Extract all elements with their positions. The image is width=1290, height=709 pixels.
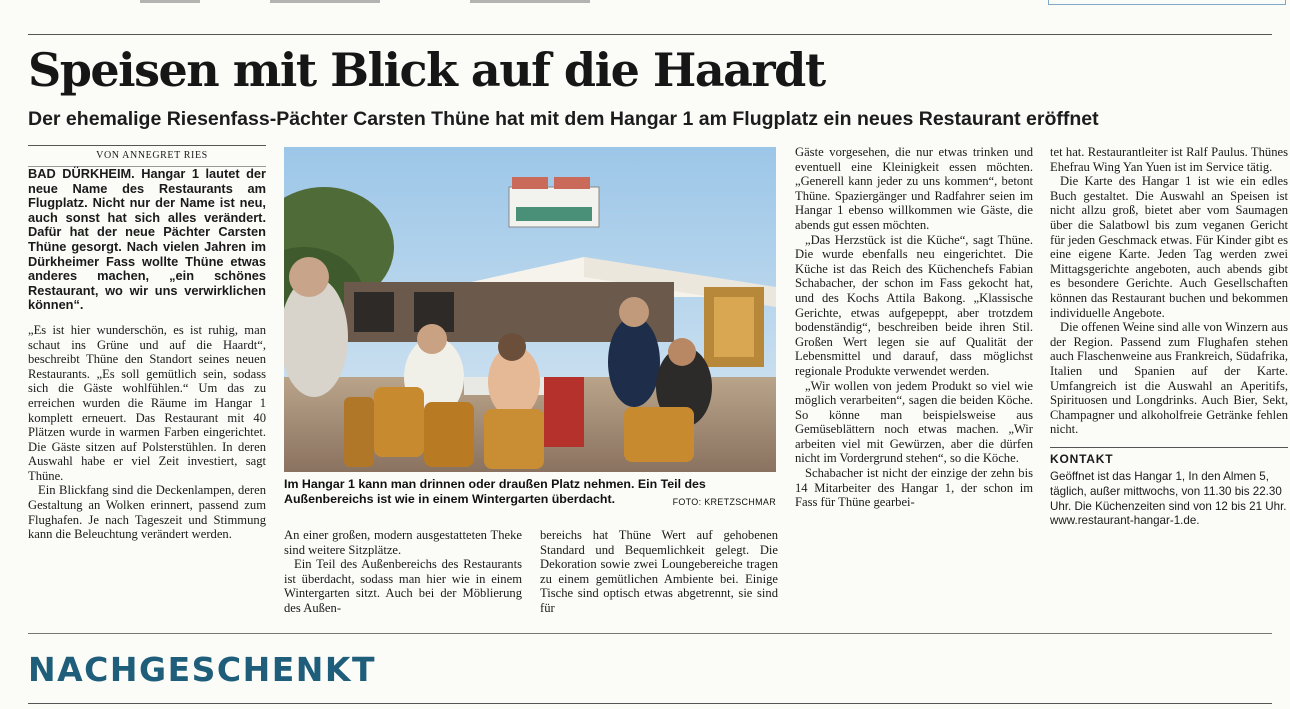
body-paragraph: bereichs hat Thüne Wert auf gehobenen Standard und Bequemlichkeit gelegt. Die Dekoration sowie zwei Loungebereiche tragen zu einem gemütlichen Ambiente bei. Einige Tische sind optisch etwas abgetrennt, sie sind für bbox=[540, 528, 778, 615]
body-paragraph: Ein Teil des Außenbereichs des Restaurants ist überdacht, sodass man hier wie in einem Wintergarten sitzt. Auch bei der Möblierung des Außen- bbox=[284, 557, 522, 615]
article-subhead: Der ehemalige Riesenfass-Pächter Carsten Thüne hat mit dem Hangar 1 am Flugplatz ein neues Restaurant eröffnet bbox=[28, 108, 1099, 130]
photo-credit: FOTO: KRETZSCHMAR bbox=[672, 497, 776, 507]
body-paragraph: Die offenen Weine sind alle von Winzern aus der Region. Passend zum Flughafen stehen auch Flaschenweine aus Frankreich, Südafrika, Italien und Spanien auf der Karte. Umfangreich ist die Auswahl an Aperitifs, Spirituosen und Longdrinks. Auch Bier, Sekt, Champagner und alkoholfreie Getränke fehlen nicht. bbox=[1050, 320, 1288, 437]
article-column-5 bbox=[1050, 145, 1288, 529]
article-column-1 bbox=[28, 145, 266, 542]
lead-paragraph: BAD DÜRKHEIM. Hangar 1 lautet der neue Name des Restaurants am Flugplatz. Nicht nur der Name ist neu, auch sonst hat sich alles verändert. Dafür hat der neue Pächter Carsten Thüne gesorgt. Nach vielen Jahren im Dürkheimer Fass wollte Thüne etwas anderes machen, „ein schönes Restaurant, wo wir uns verwirklichen können“. bbox=[28, 166, 266, 313]
section-divider bbox=[28, 633, 1272, 634]
top-clipped-box bbox=[1048, 0, 1286, 5]
top-rule bbox=[28, 34, 1272, 35]
top-clipped-edge bbox=[0, 0, 1290, 6]
article-headline: Speisen mit Blick auf die Haardt bbox=[28, 43, 825, 97]
body-paragraph: „Das Herzstück ist die Küche“, sagt Thüne. Die wurde ebenfalls neu eingerichtet. Die Küche ist das Reich des Küchenchefs Fabian Schabacher, der schon im Fass gekocht hat, und des Kochs Attila Bakong. „Klassische Gerichte, etwas aufgepeppt, aber trotzdem bodenständig“, beschreiben beide ihren Stil. Großen Wert legen sie auf Qualität der Lebensmittel und darauf, dass möglichst regionale Produkte verwendet werden. bbox=[795, 232, 1033, 378]
body-paragraph: Ein Blickfang sind die Deckenlampen, deren Gestaltung an Wolken erinnert, passend zum Flughafen. Je nach Tageszeit und Stimmung kann die Beleuchtung verändert werden. bbox=[28, 483, 266, 542]
kontakt-heading: KONTAKT bbox=[1050, 447, 1288, 467]
kontakt-text: Geöffnet ist das Hangar 1, In den Almen 5, täglich, außer mittwochs, von 11.30 bis 22.30 Uhr. Die Küchenzeiten sind von 12 bis 21 Uhr. www.restaurant-hangar-1.de. bbox=[1050, 470, 1287, 528]
article-column-3 bbox=[540, 528, 778, 616]
body-paragraph: „Es ist hier wunderschön, es ist ruhig, man schaut ins Grüne und auf die Haardt“, beschreibt Thüne den Standort seines neuen Restaurants. „Es soll gemütlich sein, sodass sich die Gäste wohlfühlen.“ Um das zu erreichen wurden die Räume im Hangar 1 komplett erneuert. Das Restaurant mit 40 Plätzen wurde in warmen Farben eingerichtet. Die Gäste sitzen auf Polsterstühlen. In deren Auswahl habe er viel Zeit investiert, sagt Thüne. bbox=[28, 322, 266, 483]
article-column-4 bbox=[795, 145, 1033, 510]
body-paragraph: tet hat. Restaurantleiter ist Ralf Paulus. Thünes Ehefrau Wing Yan Yuen ist im Service tätig. bbox=[1050, 145, 1288, 174]
body-paragraph: An einer großen, modern ausgestatteten Theke sind weitere Sitzplätze. bbox=[284, 528, 522, 557]
restaurant-photo bbox=[284, 147, 776, 472]
body-paragraph: Schabacher ist nicht der einzige der zehn bis 14 Mitarbeiter des Hangar 1, der schon im Fass für Thüne gearbei- bbox=[795, 466, 1033, 510]
bottom-rule bbox=[28, 703, 1272, 704]
byline: VON ANNEGRET RIES bbox=[28, 145, 266, 167]
body-paragraph: „Wir wollen von jedem Produkt so viel wie möglich verarbeiten“, sagen die beiden Köche. So könne man beispielsweise aus Gemüseblättern noch etwas machen. „Wir arbeiten viel mit Gewürzen, aber die dürfen nicht im Vordergrund stehen“, so die Köche. bbox=[795, 378, 1033, 466]
article-column-2 bbox=[284, 528, 522, 616]
next-section-title: NACHGESCHENKT bbox=[28, 650, 376, 689]
body-paragraph: Gäste vorgesehen, die nur etwas trinken und eventuell eine Kleinigkeit essen möchten. „Generell kann jeder zu uns kommen“, betont Thüne. Spaziergänger und Radfahrer seien im Hangar 1 ebenso willkommen wie Gäste, die abends gut essen möchten. bbox=[795, 145, 1033, 232]
photo-caption bbox=[284, 477, 776, 510]
body-paragraph: Die Karte des Hangar 1 ist wie ein edles Buch gestaltet. Die Auswahl an Speisen ist nicht allzu groß, bietet aber vom Saumagen über die Salatbowl bis zum veganen Gericht für jeden Geschmack etwas. Für Kinder gibt es eine eigene Karte. Jeden Tag werden zwei Mittagsgerichte angeboten, auch abends gibt es besondere Gerichte. Auch Gesellschaften können das Restaurant buchen und bekommen individuelle Angebote. bbox=[1050, 174, 1288, 320]
caption-text: Im Hangar 1 kann man drinnen oder draußen Platz nehmen. Ein Teil des Außenbereichs ist wie in einem Wintergarten überdacht. bbox=[284, 477, 706, 506]
